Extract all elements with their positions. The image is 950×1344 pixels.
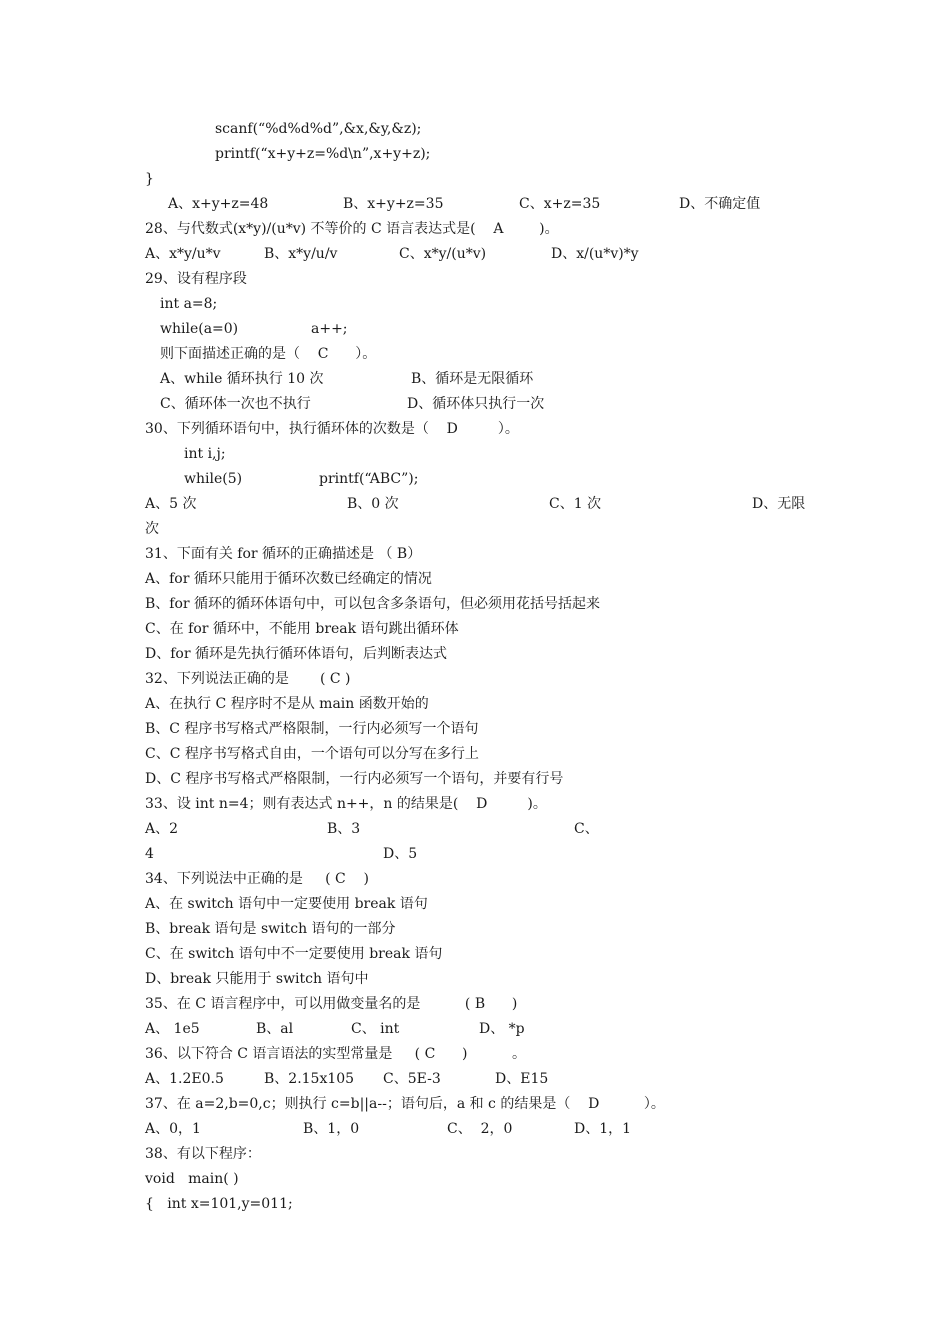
option-c: C、5E-3 (383, 1071, 441, 1087)
option-c: C、C 程序书写格式自由，一个语句可以分写在多行上 (145, 746, 479, 762)
option-d: D、x/(u*v)*y (551, 246, 639, 262)
option-b: B、al (256, 1021, 294, 1037)
line-text: printf(“x+y+z=%d\n”,x+y+z); (215, 146, 431, 162)
code-text: int i,j; (184, 446, 226, 462)
option-c: C、循环体一次也不执行 (160, 396, 311, 412)
option-a: A、while 循环执行 10 次 (160, 371, 324, 387)
question-text: 34、下列说法中正确的是 ( C ) (145, 871, 369, 887)
option-d: D、 *p (479, 1021, 525, 1037)
option-b: B、2.15x105 (264, 1071, 355, 1087)
line-text: 次 (145, 521, 159, 537)
option-a: A、在 switch 语句中一定要使用 break 语句 (145, 896, 428, 912)
option-a: A、0，1 (145, 1121, 201, 1137)
option-c: C、x+z=35 (519, 196, 601, 212)
question-text: 32、下列说法正确的是 ( C ) (145, 671, 351, 687)
code-text: void main( ) (145, 1171, 239, 1187)
code-text: a++; (311, 321, 348, 337)
question-text: 38、有以下程序： (145, 1146, 261, 1162)
option-a: A、x+y+z=48 (168, 196, 269, 212)
line-text: scanf(“%d%d%d”,&x,&y,&z); (215, 121, 422, 137)
option-b: B、循环是无限循环 (411, 371, 534, 387)
option-a: A、for 循环只能用于循环次数已经确定的情况 (145, 571, 432, 587)
option-b: B、x*y/u/v (264, 246, 338, 262)
option-d: D、C 程序书写格式严格限制，一行内必须写一个语句，并要有行号 (145, 771, 564, 787)
option-d: D、无限 (752, 496, 806, 512)
option-b: B、3 (327, 821, 361, 837)
option-a: A、x*y/u*v (145, 246, 221, 262)
option-b: B、C 程序书写格式严格限制，一行内必须写一个语句 (145, 721, 479, 737)
option-d: D、循环体只执行一次 (407, 396, 545, 412)
option-d: D、break 只能用于 switch 语句中 (145, 971, 369, 987)
question-text: 37、在 a=2,b=0,c；则执行 c=b||a--；语句后，a 和 c 的结果是（ D ）。 (145, 1096, 665, 1112)
option-d: D、1，1 (574, 1121, 632, 1137)
option-c: C、x*y/(u*v) (399, 246, 487, 262)
question-text: 36、以下符合 C 语言语法的实型常量是 ( C ) 。 (145, 1046, 526, 1062)
option-d: D、E15 (495, 1071, 549, 1087)
option-d: D、for 循环是先执行循环体语句，后判断表达式 (145, 646, 447, 662)
option-c: C、 (574, 821, 599, 837)
option-a: A、 1e5 (145, 1021, 200, 1037)
question-text: 28、与代数式(x*y)/(u*v) 不等价的 C 语言表达式是( A )。 (145, 221, 559, 237)
question-text: 30、下列循环语句中，执行循环体的次数是（ D ）。 (145, 421, 519, 437)
option-a: A、5 次 (145, 496, 197, 512)
line-text: 则下面描述正确的是（ C ）。 (160, 346, 377, 362)
code-text: while(5) (184, 471, 243, 487)
question-text: 33、设 int n=4；则有表达式 n++，n 的结果是( D )。 (145, 796, 547, 812)
option-b: B、break 语句是 switch 语句的一部分 (145, 921, 396, 937)
code-text: { int x=101,y=011; (145, 1196, 293, 1212)
option-c: C、1 次 (549, 496, 602, 512)
code-text: while(a=0) (160, 321, 239, 337)
option-d: D、不确定值 (679, 196, 761, 212)
option-c-value: 4 (145, 846, 154, 862)
line-text: } (145, 171, 154, 187)
option-a: A、在执行 C 程序时不是从 main 函数开始的 (145, 696, 429, 712)
option-c: C、 int (351, 1021, 400, 1037)
option-b: B、1，0 (303, 1121, 360, 1137)
code-text: printf(“ABC”); (319, 471, 419, 487)
option-a: A、2 (145, 821, 179, 837)
code-text: int a=8; (160, 296, 218, 312)
question-text: 31、下面有关 for 循环的正确描述是 （ B） (145, 546, 422, 562)
option-c: C、 2，0 (447, 1121, 513, 1137)
option-c: C、在 switch 语句中不一定要使用 break 语句 (145, 946, 443, 962)
option-b: B、for 循环的循环体语句中，可以包含多条语句，但必须用花括号括起来 (145, 596, 601, 612)
option-d: D、5 (383, 846, 418, 862)
option-c: C、在 for 循环中，不能用 break 语句跳出循环体 (145, 621, 459, 637)
option-b: B、x+y+z=35 (343, 196, 444, 212)
option-a: A、1.2E0.5 (145, 1071, 224, 1087)
question-text: 29、设有程序段 (145, 271, 247, 287)
question-text: 35、在 C 语言程序中，可以用做变量名的是 ( B ) (145, 996, 518, 1012)
option-b: B、0 次 (347, 496, 399, 512)
